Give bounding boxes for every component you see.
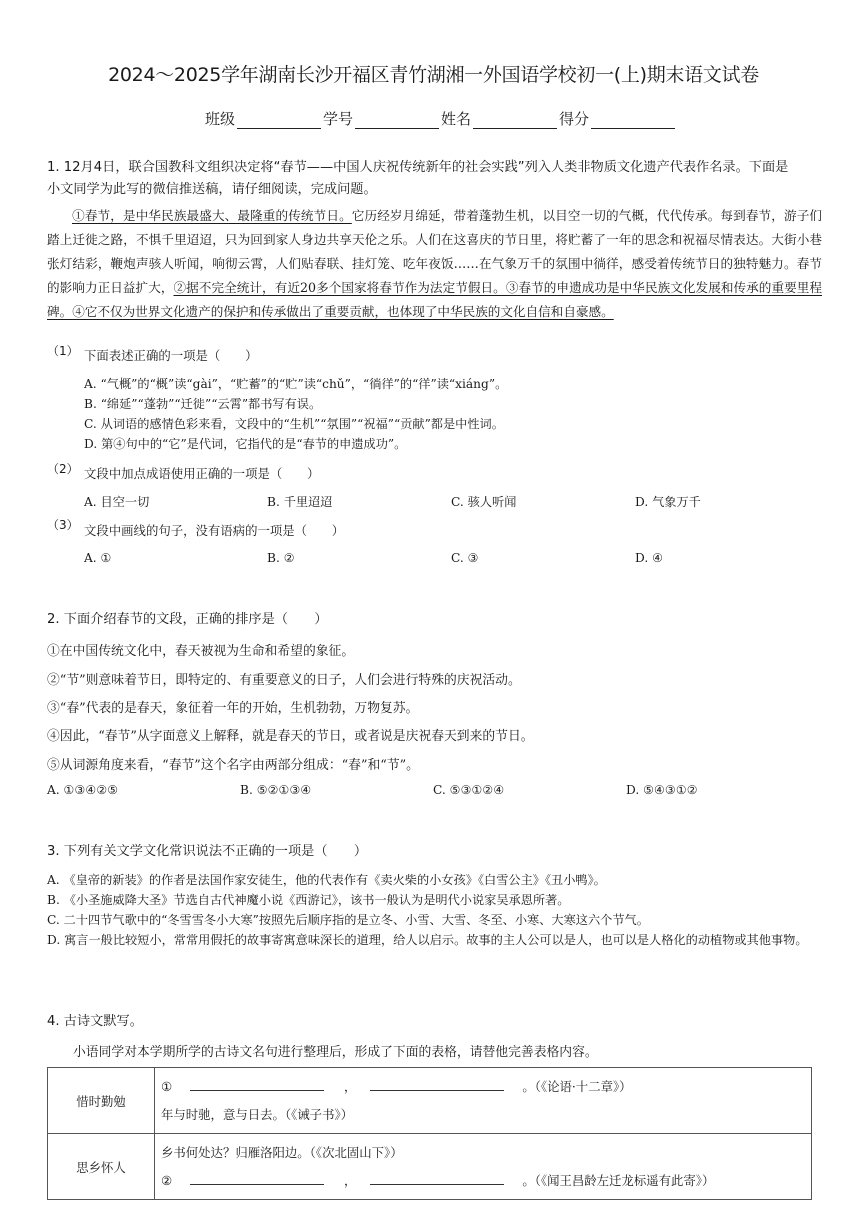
sub-question-number: （1） bbox=[47, 344, 79, 358]
class-label: 班级 bbox=[205, 110, 236, 128]
blank-input[interactable] bbox=[190, 1170, 324, 1185]
content-cell bbox=[155, 1068, 812, 1134]
q2-sentence: ②“节”则意味着节日，即特定的、有重要意义的日子，人们会进行特殊的庆祝活动。 bbox=[47, 673, 521, 688]
sub-question-text: 下面表述正确的一项是（ ） bbox=[84, 348, 258, 363]
blank-input[interactable] bbox=[190, 1076, 324, 1091]
option-b[interactable]: B. 《小圣施威降大圣》节选自古代神魔小说《西游记》，该书一般认为是明代小说家吴承恩所著。 bbox=[47, 893, 570, 907]
sub-question-number: （3） bbox=[47, 518, 79, 532]
option-d[interactable]: D. 寓言一般比较短小，常常用假托的故事寄寓意味深长的道理，给人以启示。故事的主人公可以是人，也可以是人格化的动植物或其他事物。 bbox=[47, 933, 808, 947]
option-c[interactable]: C. 二十四节气歌中的“冬雪雪冬小大寒”按照先后顺序指的是立冬、小雪、大雪、冬至、小寒、大寒这六个节气。 bbox=[47, 913, 649, 927]
option-d[interactable]: D. 第④句中的“它”是代词，它指代的是“春节的申遗成功”。 bbox=[84, 437, 407, 451]
content-cell bbox=[155, 1134, 812, 1200]
option-b[interactable]: B. ② bbox=[267, 551, 295, 565]
q2-sentence: ①在中国传统文化中，春天被视为生命和希望的象征。 bbox=[47, 644, 355, 659]
q2-heading: 2. 下面介绍春节的文段，正确的排序是（ ） bbox=[47, 612, 328, 627]
option-a[interactable]: A. 《皇帝的新装》的作者是法国作家安徒生，他的代表作有《卖火柴的小女孩》《白雪公主》《丑小鸭》。 bbox=[47, 873, 606, 887]
poem-table bbox=[47, 1067, 812, 1200]
category-cell: 惜时勤勉 bbox=[48, 1068, 155, 1134]
sub-question-text: 文段中画线的句子，没有语病的一项是（ ） bbox=[84, 523, 345, 538]
q1-passage bbox=[47, 204, 822, 324]
fill-line: ① ， 。（《论语·十二章》） bbox=[161, 1073, 803, 1101]
class-blank[interactable] bbox=[237, 111, 321, 129]
exam-title: 2024～2025学年湖南长沙开福区青竹湖湘一外国语学校初一(上)期末语文试卷 bbox=[108, 64, 759, 86]
option-b[interactable]: B. ⑤②①③④ bbox=[240, 783, 312, 797]
table-row bbox=[48, 1134, 812, 1200]
poem-line: 乡书何处达？归雁洛阳边。（《次北固山下》） bbox=[161, 1144, 403, 1160]
q3-options bbox=[47, 870, 822, 950]
q4-intro: 小语同学对本学期所学的古诗文名句进行整理后，形成了下面的表格，请替他完善表格内容。 bbox=[73, 1045, 598, 1060]
option-a[interactable]: A. 目空一切 bbox=[84, 495, 150, 509]
category-cell: 思乡怀人 bbox=[48, 1134, 155, 1200]
option-b[interactable]: B. 千里迢迢 bbox=[267, 495, 333, 509]
option-a[interactable]: A. ① bbox=[84, 551, 112, 565]
option-c[interactable]: C. 从词语的感情色彩来看，文段中的“生机”“氛围”“祝福”“贡献”都是中性词。 bbox=[84, 417, 504, 431]
number-label: 学号 bbox=[323, 110, 354, 128]
sub-question-number: （2） bbox=[47, 462, 79, 476]
q2-sentence: ⑤从词源角度来看，“春节”这个名字由两部分组成：“春”和“节”。 bbox=[47, 758, 419, 773]
score-label: 得分 bbox=[559, 110, 590, 128]
name-blank[interactable] bbox=[473, 111, 557, 129]
q4-heading: 4. 古诗文默写。 bbox=[47, 1014, 143, 1029]
q2-sentence: ④因此，“春节”从字面意义上解释，就是春天的节日，或者说是庆祝春天到来的节日。 bbox=[47, 729, 534, 744]
sentences-2-4: ②据不完全统计，有近20多个国家将春节作为法定节假日。③春节的申遗成功是中华民族文化发展和传承的重要里程碑。④它不仅为世界文化遗产的保护和传承做出了重要贡献，也体现了中华民族的文化自信和自豪感。 bbox=[47, 280, 822, 319]
score-blank[interactable] bbox=[591, 111, 675, 129]
name-label: 姓名 bbox=[441, 110, 472, 128]
option-a[interactable]: A. ①③④②⑤ bbox=[47, 783, 119, 797]
option-c[interactable]: C. 骇人听闻 bbox=[451, 495, 517, 509]
student-info-row bbox=[205, 108, 677, 129]
option-c[interactable]: C. ③ bbox=[451, 551, 479, 565]
blank-input[interactable] bbox=[370, 1170, 504, 1185]
sentence-1: ①春节，是中华民族最盛大、最隆重的传统节日。 bbox=[72, 208, 352, 223]
option-d[interactable]: D. ⑤④③①② bbox=[626, 783, 698, 797]
poem-line: 年与时驰，意与日去。（《诫子书》） bbox=[161, 1106, 354, 1122]
q2-sentence: ③“春”代表的是春天，象征着一年的开始，生机勃勃，万物复苏。 bbox=[47, 701, 419, 716]
sub-question-text: 文段中加点成语使用正确的一项是（ ） bbox=[84, 466, 320, 481]
q1-heading: 1. 12月4日，联合国教科文组织决定将“春节——中国人庆祝传统新年的社会实践”列入人类非物质文化遗产代表作名录。下面是 小文同学为此写的微信推送稿，请仔细阅读，完成问题。 bbox=[47, 160, 789, 197]
option-a[interactable]: A. “气概”的“概”读“gài”，“贮蓄”的“贮”读“chǔ”，“徜徉”的“徉”读“xiáng”。 bbox=[84, 377, 508, 391]
option-c[interactable]: C. ⑤③①②④ bbox=[433, 783, 505, 797]
fill-line: ② ， 。（《闻王昌龄左迁龙标遥有此寄》） bbox=[161, 1167, 803, 1195]
number-blank[interactable] bbox=[355, 111, 439, 129]
q3-heading: 3. 下列有关文学文化常识说法不正确的一项是（ ） bbox=[47, 844, 368, 859]
passage-body: 它历经岁月绵延，带着蓬勃生机，以目空一切的气概，代代传承。每到春节，游子们踏上迁徙之路，不惧千里迢迢，只为回到家人身边共享天伦之乐。人们在这喜庆的节日里，将贮蓄了一年的思念和祝福尽情表达。大街小巷张灯结彩，鞭炮声骇人听闻，响彻云霄，人们贴春联、挂灯笼、吃年夜饭……在气象万千的氛围中徜徉，感受着传统节日的独特魅力。春节的影响力正日益扩大， bbox=[47, 208, 823, 295]
table-row bbox=[48, 1068, 812, 1134]
option-b[interactable]: B. “绵延”“蓬勃”“迁徙”“云霄”都书写有误。 bbox=[84, 397, 322, 411]
option-d[interactable]: D. ④ bbox=[635, 551, 664, 565]
option-d[interactable]: D. 气象万千 bbox=[635, 495, 701, 509]
blank-input[interactable] bbox=[370, 1076, 504, 1091]
